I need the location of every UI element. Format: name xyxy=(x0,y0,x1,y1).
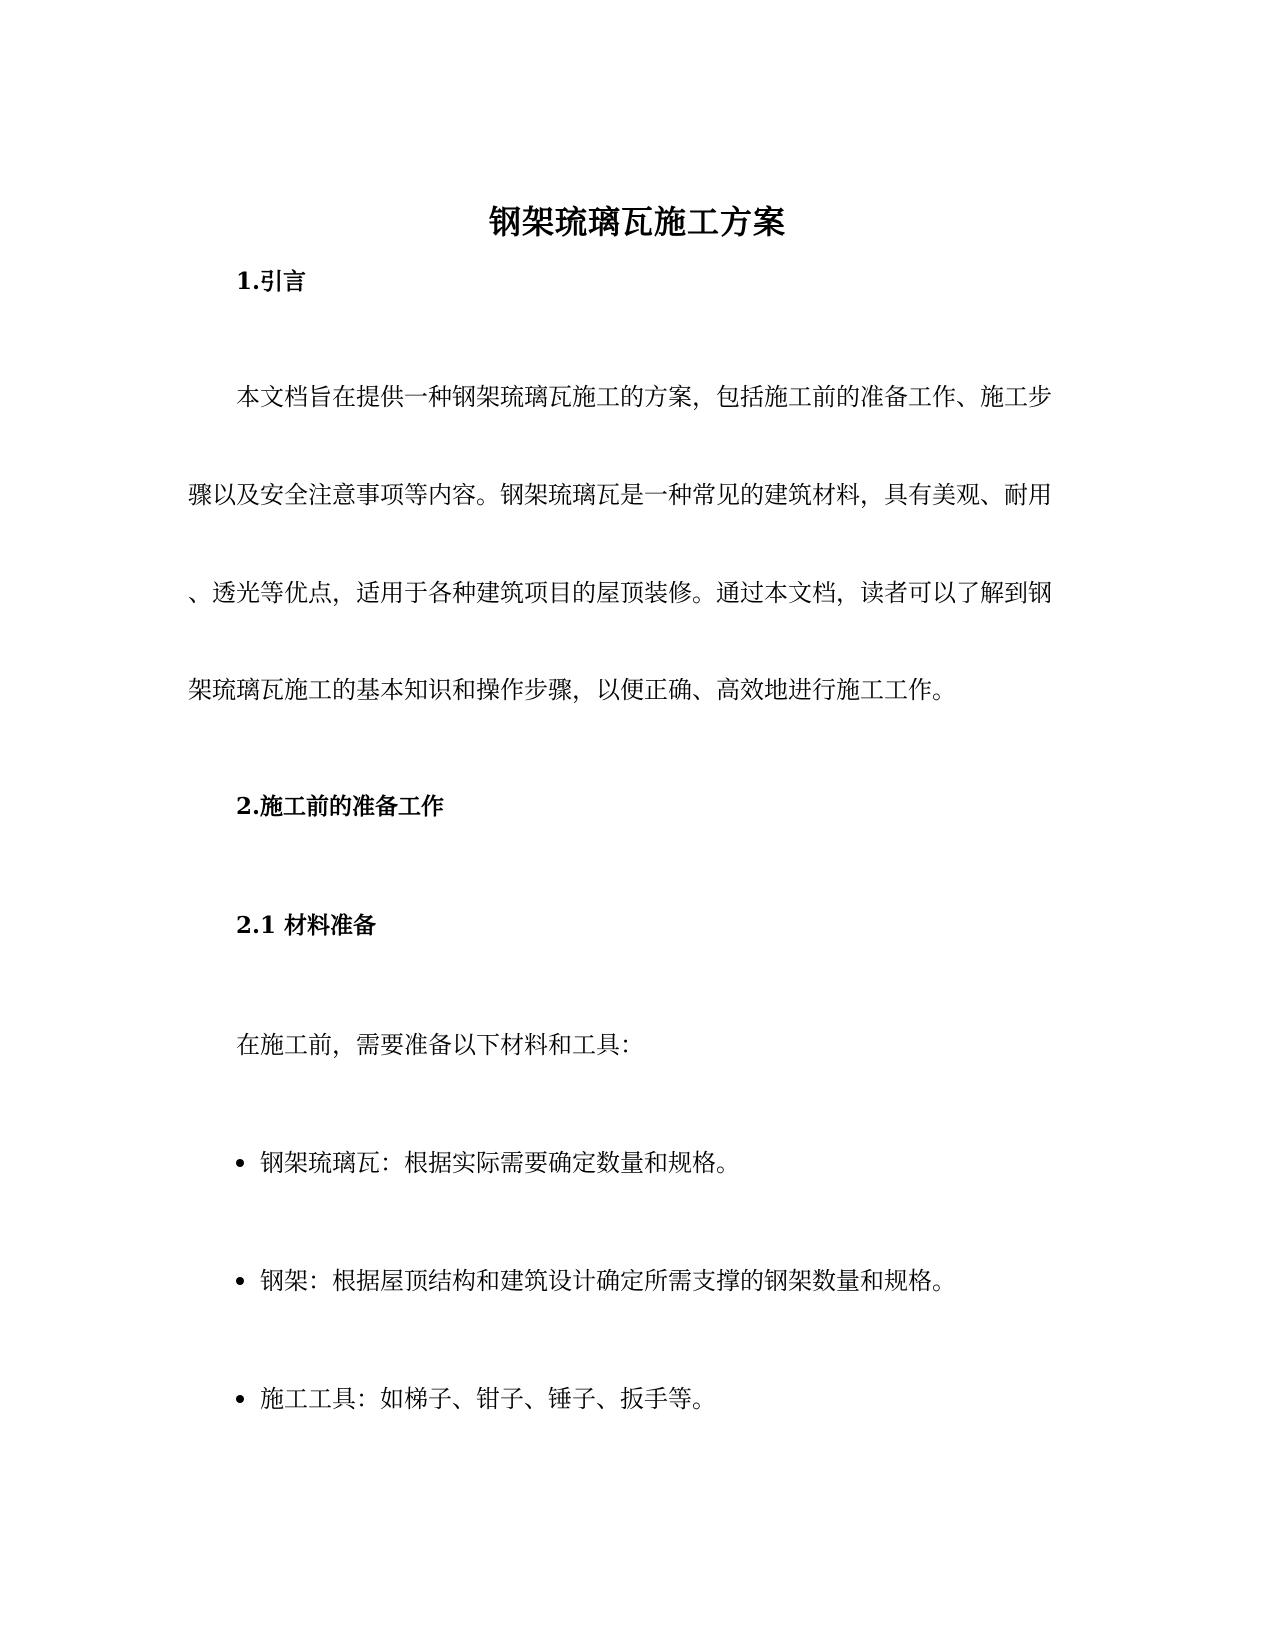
list-item-text: 钢架琉璃瓦：根据实际需要确定数量和规格。 xyxy=(260,1149,740,1177)
bullet-icon xyxy=(236,1277,244,1285)
list-item-text: 施工工具：如梯子、钳子、锤子、扳手等。 xyxy=(260,1385,716,1413)
bullet-icon xyxy=(236,1395,244,1403)
document-title: 钢架琉璃瓦施工方案 xyxy=(488,203,786,241)
intro-paragraph-line: 骤以及安全注意事项等内容。钢架琉璃瓦是一种常见的建筑材料，具有美观、耐用 xyxy=(188,481,1052,509)
materials-intro-text: 在施工前，需要准备以下材料和工具： xyxy=(236,1031,644,1059)
intro-paragraph-line: 本文档旨在提供一种钢架琉璃瓦施工的方案，包括施工前的准备工作、施工步 xyxy=(236,383,1052,411)
list-item xyxy=(236,1265,956,1297)
subsection-heading-materials: 2.1 材料准备 xyxy=(236,912,377,939)
list-item xyxy=(236,1147,740,1179)
intro-paragraph-line: 、透光等优点，适用于各种建筑项目的屋顶装修。通过本文档，读者可以了解到钢 xyxy=(188,579,1052,607)
list-item-text: 钢架：根据屋顶结构和建筑设计确定所需支撑的钢架数量和规格。 xyxy=(260,1267,956,1295)
intro-paragraph-line: 架琉璃瓦施工的基本知识和操作步骤，以便正确、高效地进行施工工作。 xyxy=(188,676,956,704)
section-heading-intro: 1.引言 xyxy=(236,268,307,295)
section-heading-preparation: 2.施工前的准备工作 xyxy=(236,793,445,820)
list-item xyxy=(236,1383,716,1415)
bullet-icon xyxy=(236,1159,244,1167)
